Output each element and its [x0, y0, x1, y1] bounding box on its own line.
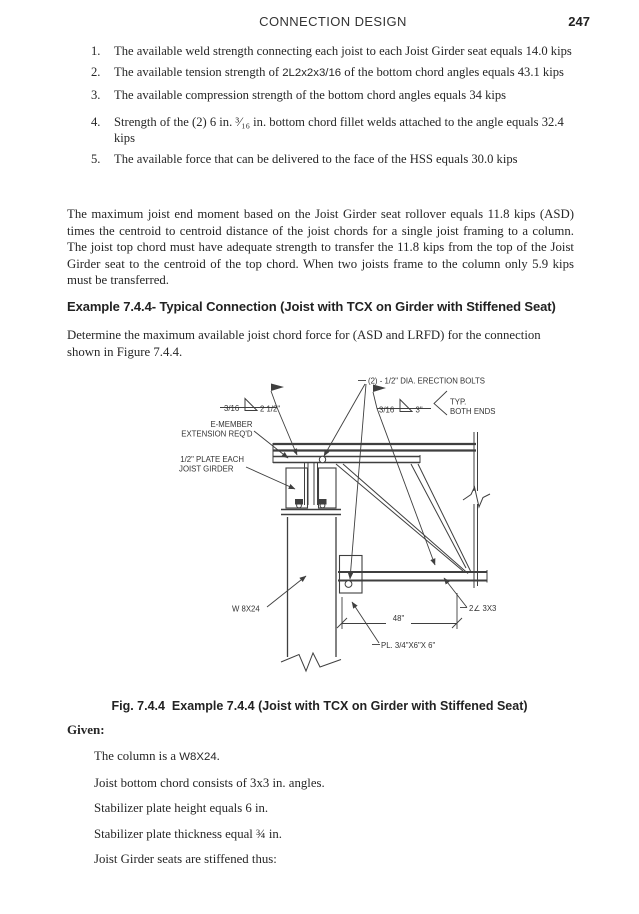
- plate-label-line2: JOIST GIRDER: [179, 464, 234, 474]
- column: [281, 510, 341, 672]
- list-item-text: The available weld strength connecting each joist to each Joist Girder seat equals 14.0 kips: [114, 44, 572, 58]
- list-item: [91, 43, 586, 59]
- list-item: [91, 64, 586, 81]
- list-item-text: The available force that can be delivered to the face of the HSS equals 30.0 kips: [114, 152, 518, 167]
- given-item: Stabilizer plate height equals 6 in.: [94, 801, 269, 815]
- body-paragraph: The maximum joist end moment based on the Joist Girder seat rollover equals 11.8 kips (ASD) times the centroid to centroid distance of the joist chords for a single joist framing to a column. The joist top chord must have adequate strength to transfer the 11.8 kips from the top of the Joist Girder seat to the centroid of the top chord. When two joists frame to the column only 5.9 kips must be transferred.: [67, 207, 574, 288]
- seat-plate: [273, 455, 420, 463]
- both-ends-label: BOTH ENDS: [450, 407, 496, 416]
- column-designation: W8X24: [179, 751, 217, 763]
- list-item: [91, 151, 586, 167]
- list-item-text: Strength of the (2) 6 in. ³⁄₁₆ in. bottom chord fillet welds attached to the angle equals 32.4 kips: [114, 114, 564, 145]
- numbered-list: [91, 43, 586, 172]
- given-item: [94, 748, 574, 765]
- dimension-text: 48": [392, 614, 405, 623]
- angle-designation: 2L2x2x3/16: [282, 67, 342, 80]
- weld-size-label: 3/16: [224, 404, 240, 413]
- top-chord: [273, 443, 476, 463]
- e-member-label-line1: E-MEMBER: [210, 420, 253, 429]
- bottom-chord: [338, 570, 487, 583]
- given-list: [94, 748, 574, 877]
- list-item-number: 3.: [91, 88, 101, 103]
- given-item-text-post: .: [216, 749, 220, 763]
- given-heading: Given:: [67, 722, 105, 737]
- plate-label-line1: 1/2" PLATE EACH: [180, 455, 244, 464]
- list-item-number: 2.: [91, 65, 101, 80]
- leader-lines: [246, 381, 467, 645]
- figure-caption: Fig. 7.4.4 Example 7.4.4 (Joist with TCX on Girder with Stiffened Seat): [111, 699, 528, 713]
- field-weld-flag-icon: [271, 384, 284, 392]
- column-label: W 8X24: [232, 604, 260, 614]
- list-item-number: 1.: [91, 44, 101, 58]
- given-item: Joist bottom chord consists of 3x3 in. angles.: [94, 775, 325, 790]
- page-header-title: CONNECTION DESIGN: [259, 14, 407, 29]
- weld-length-label: 3": [415, 405, 423, 415]
- e-member-label-line2: EXTENSION REQ'D: [181, 429, 253, 439]
- list-item: [91, 87, 586, 103]
- given-item-text-pre: The column is a: [94, 749, 180, 763]
- stabilizer-plate-label: PL. 3/4"X6"X 6": [381, 641, 436, 650]
- list-item-text: The available compression strength of the bottom chord angles equals 34 kips: [114, 88, 507, 103]
- typ-label: TYP.: [450, 397, 467, 407]
- figure-drawing: [0, 368, 639, 698]
- list-item-text-post: of the bottom chord angles equals 43.1 kips: [341, 65, 564, 80]
- weld-length-label: 2 1/2": [260, 404, 281, 414]
- erection-bolt: [319, 456, 325, 462]
- page-number: 247: [568, 14, 590, 29]
- list-item-text-pre: The available tension strength of: [114, 65, 283, 80]
- list-item-text: [114, 64, 584, 81]
- example-intro-paragraph: Determine the maximum available joist chord force for (ASD and LRFD) for the connection shown in Figure 7.4.4.: [67, 328, 541, 359]
- dimension-48: [337, 593, 462, 629]
- erection-bolts-label: (2) - 1/2" DIA. ERECTION BOLTS: [368, 376, 485, 386]
- given-item: Joist Girder seats are stiffened thus:: [94, 852, 277, 866]
- typ-bracket-icon: [434, 391, 447, 415]
- example-heading: Example 7.4.4- Typical Connection (Joist with TCX on Girder with Stiffened Seat): [67, 299, 556, 314]
- list-item: [91, 114, 586, 146]
- fillet-weld-triangle-icon: [245, 399, 257, 411]
- fillet-weld-triangle-icon: [400, 400, 412, 412]
- list-item-number: 4.: [91, 114, 101, 129]
- field-weld-flag-icon: [373, 385, 386, 393]
- weld-size-label: 3/16: [379, 405, 395, 415]
- list-item-number: 5.: [91, 152, 101, 167]
- bottom-chord-angles-label: 2∠ 3X3: [469, 604, 497, 613]
- joist-girder-seat: [286, 456, 336, 508]
- given-item: Stabilizer plate thickness equal ¾ in.: [94, 826, 282, 841]
